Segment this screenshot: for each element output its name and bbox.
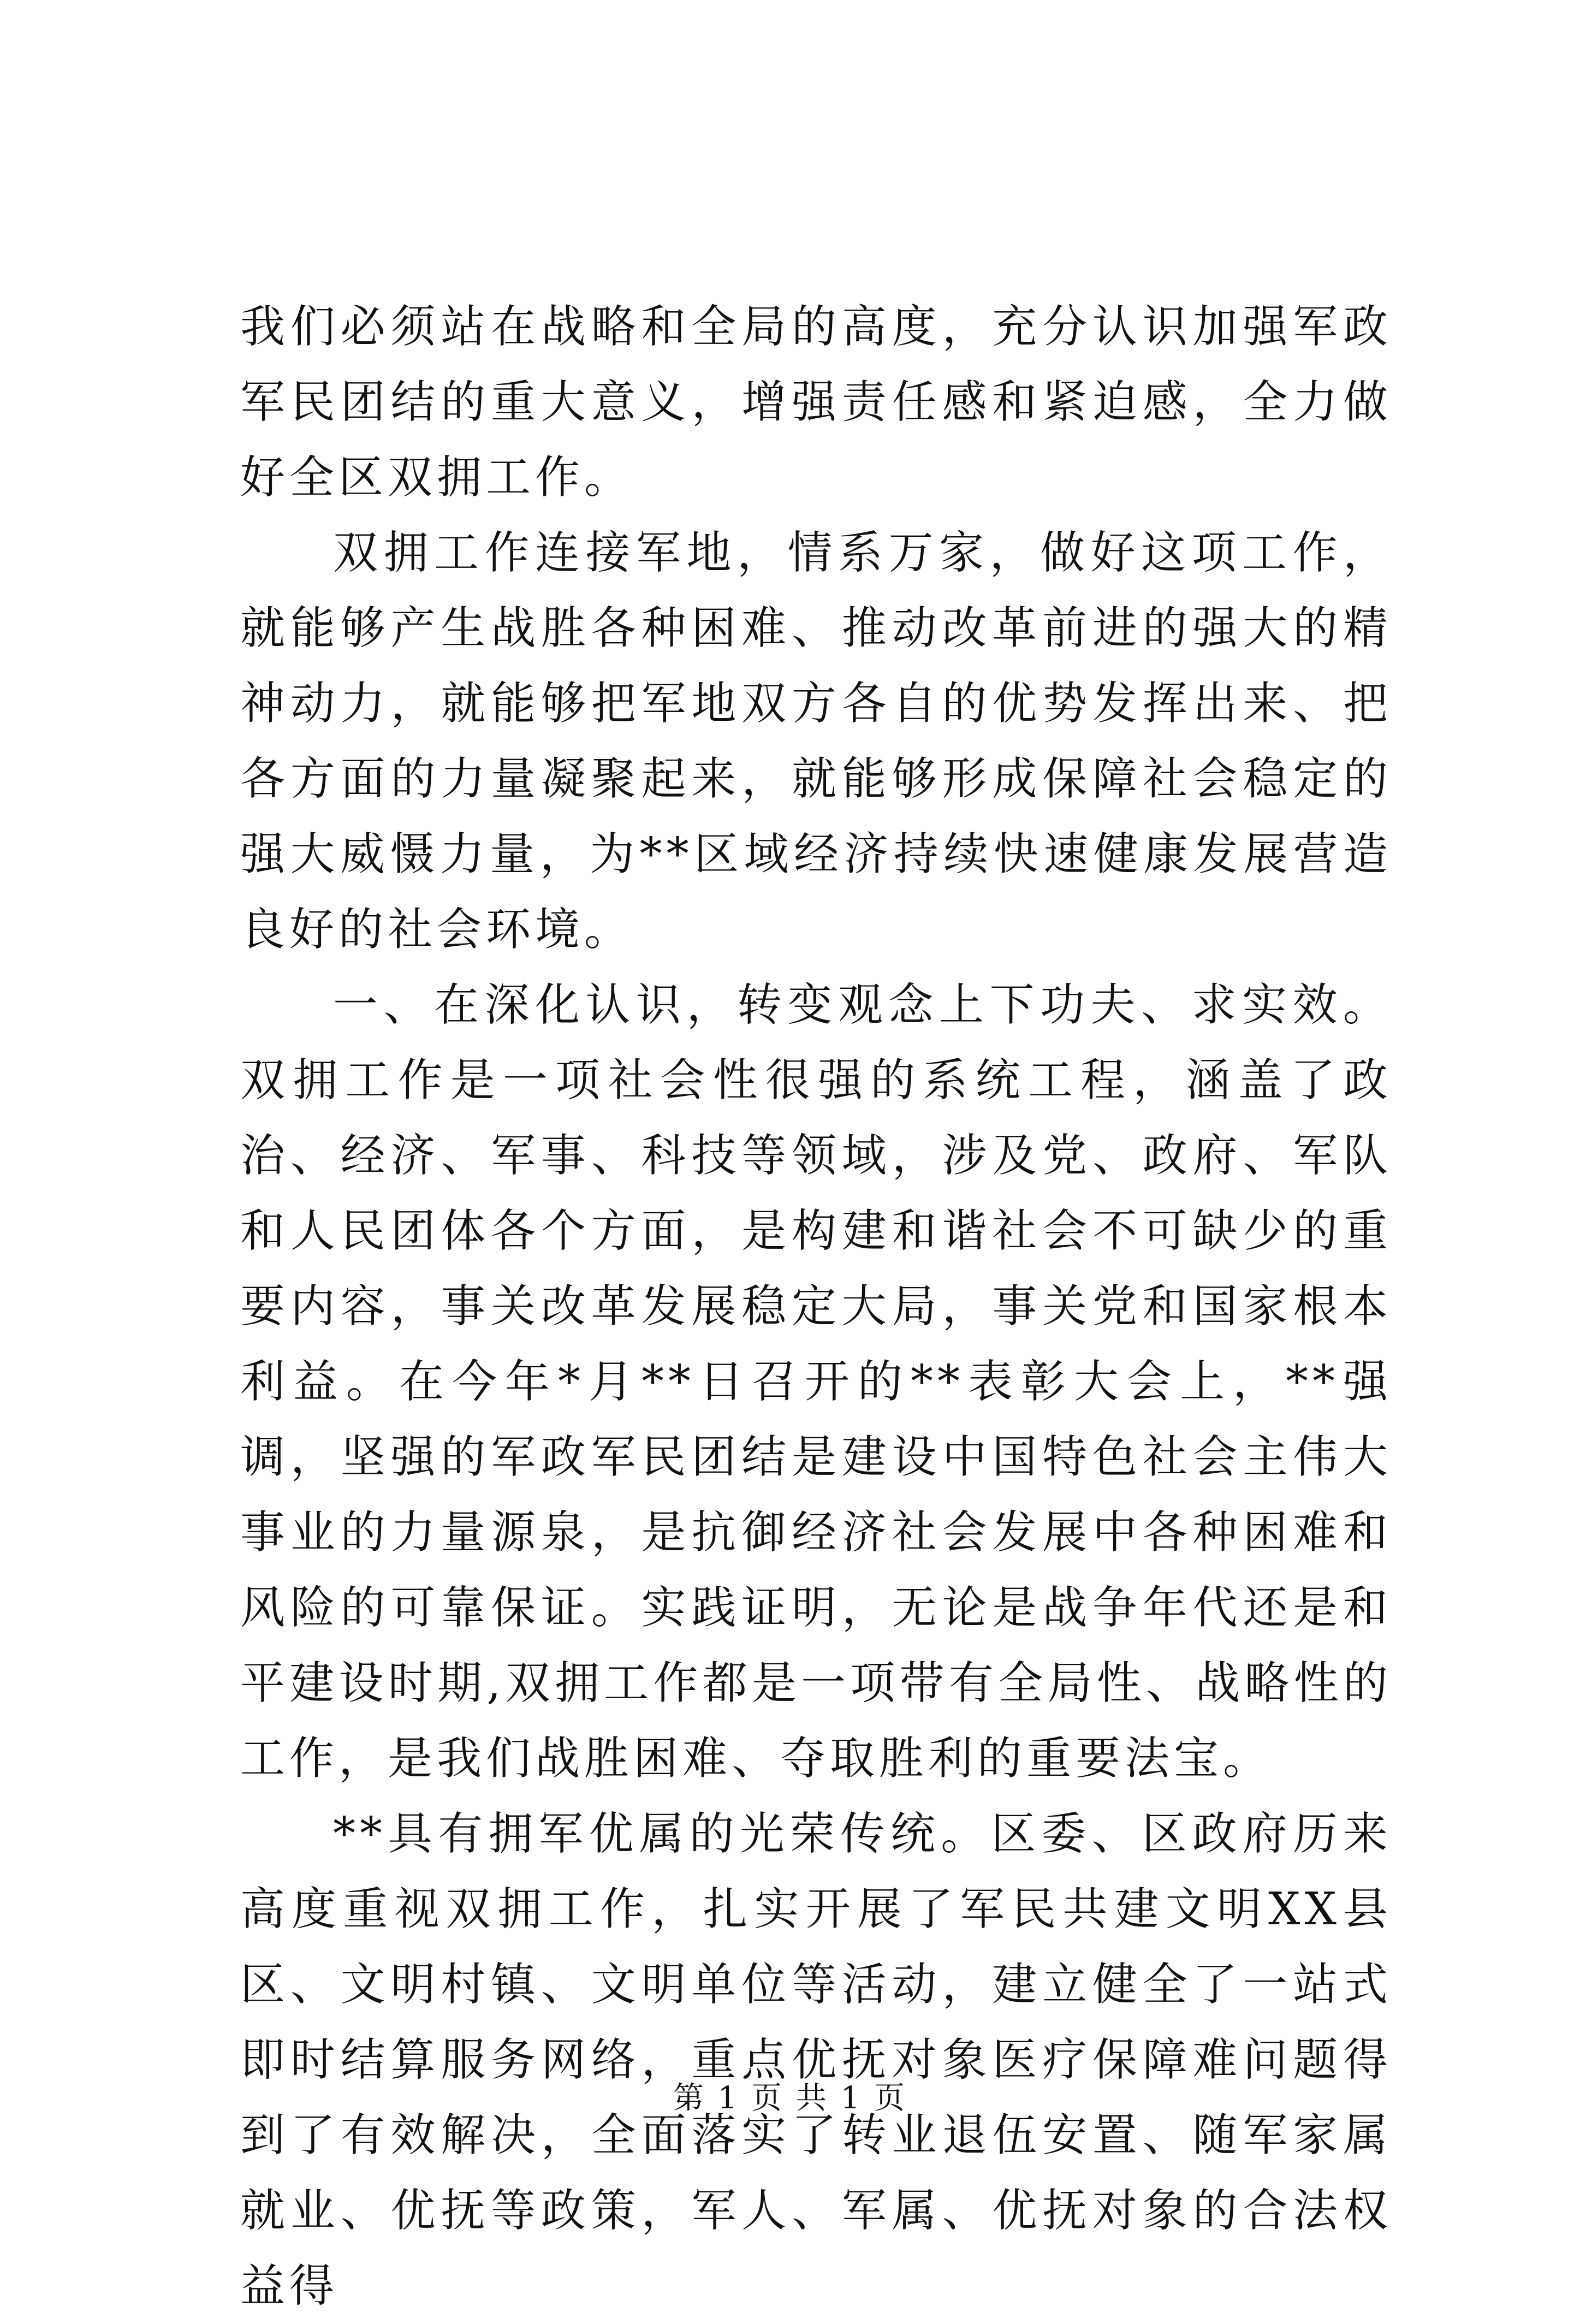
paragraph-continuation: 我们必须站在战略和全局的高度，充分认识加强军政军民团结的重大意义，增强责任感和紧迫感，全力做好全区双拥工作。 (240, 301, 1392, 503)
document-body (240, 289, 1392, 2324)
paragraph-tradition: **具有拥军优属的光荣传统。区委、区政府历来高度重视双拥工作，扎实开展了军民共建文明XX县区、文明村镇、文明单位等活动，建立健全了一站式即时结算服务网络，重点优抚对象医疗保障难问题得到了有效解决，全面落实了转业退伍安置、随军家属就业、优抚等政策，军人、军属、优抚对象的合法权益得 (240, 1808, 1392, 2312)
paragraph-double-support-significance: 双拥工作连接军地，情系万家，做好这项工作，就能够产生战胜各种困难、推动改革前进的强大的精神动力，就能够把军地双方各自的优势发挥出来、把各方面的力量凝聚起来，就能够形成保障社会稳定的强大威慑力量，为**区域经济持续快速健康发展营造良好的社会环境。 (240, 527, 1392, 956)
paragraph-section-one: 一、在深化认识，转变观念上下功夫、求实效。双拥工作是一项社会性很强的系统工程，涵盖了政治、经济、军事、科技等领域，涉及党、政府、军队和人民团体各个方面，是构建和谐社会不可缺少的重要内容，事关改革发展稳定大局，事关党和国家根本利益。在今年*月**日召开的**表彰大会上，**强调，坚强的军政军民团结是建设中国特色社会主伟大事业的力量源泉，是抗御经济社会发展中各种困难和风险的可靠保证。实践证明，无论是战争年代还是和平建设时期,双拥工作都是一项带有全局性、战略性的工作，是我们战胜困难、夺取胜利的重要法宝。 (240, 979, 1392, 1784)
page-footer: 第 1 页 共 1 页 (673, 2080, 907, 2116)
